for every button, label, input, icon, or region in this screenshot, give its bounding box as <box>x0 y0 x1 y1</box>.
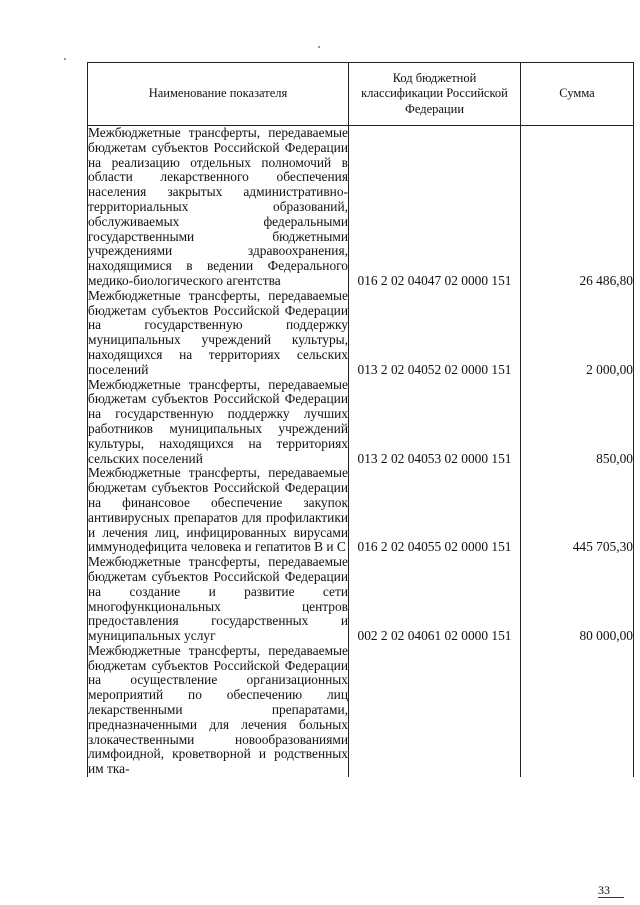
row-name: Межбюджетные трансферты, передаваемые бюджетам субъектов Российской Федерации на финансовое обеспечение закупок антивирусных препаратов для профилактики и лечения лиц, инфицированных вирусами иммунодефицита человека и гепатитов В и С <box>88 465 348 555</box>
table-row <box>88 378 634 467</box>
row-sum <box>521 644 634 777</box>
budget-table <box>87 62 634 777</box>
row-code: 013 2 02 04052 02 0000 151 <box>349 289 521 378</box>
row-sum: 2 000,00 <box>521 289 634 378</box>
header-name: Наименование показателя <box>88 63 349 126</box>
row-sum: 850,00 <box>521 378 634 467</box>
row-name: Межбюджетные трансферты, передаваемые бюджетам субъектов Российской Федерации на осуществление организационных мероприятий по обеспечению лиц лекарственными препаратами, предназначенными для лечения больных злокачественными новообразованиями лимфоидной, кроветворной и родственных им тка- <box>88 642 348 777</box>
header-sum: Сумма <box>521 63 634 126</box>
row-code: 013 2 02 04053 02 0000 151 <box>349 378 521 467</box>
row-name: Межбюджетные трансферты, передаваемые бюджетам субъектов Российской Федерации на реализацию отдельных полномочий в области лекарственного обеспечения населения закрытых административно-территориальных образований, обслуживаемых федеральными государственными бюджетными учреждениями здравоохранения, находящимися в ведении Федерального медико-биологического агентства <box>88 125 348 288</box>
scan-speck <box>318 46 320 48</box>
table-header-row <box>88 63 634 126</box>
table-row <box>88 289 634 378</box>
header-code: Код бюджетной классификации Российской Федерации <box>349 63 521 126</box>
row-name: Межбюджетные трансферты, передаваемые бюджетам субъектов Российской Федерации на государственную поддержку лучших работников муниципальных учреждений культуры, находящихся на территориях сельских поселений <box>88 376 348 466</box>
table-row <box>88 644 634 777</box>
row-sum: 80 000,00 <box>521 555 634 644</box>
table-row <box>88 126 634 289</box>
page-number: 33 <box>598 884 624 898</box>
table-row <box>88 466 634 555</box>
scan-speck <box>64 58 66 60</box>
row-name: Межбюджетные трансферты, передаваемые бюджетам субъектов Российской Федерации на создание и развитие сети многофункциональных центров предоставления государственных и муниципальных услуг <box>88 554 348 644</box>
row-sum: 26 486,80 <box>521 126 634 289</box>
table-row <box>88 555 634 644</box>
row-code: 016 2 02 04047 02 0000 151 <box>349 126 521 289</box>
row-name: Межбюджетные трансферты, передаваемые бюджетам субъектов Российской Федерации на государственную поддержку муниципальных учреждений культуры, находящихся на территориях сельских поселений <box>88 287 348 377</box>
row-code: 002 2 02 04061 02 0000 151 <box>349 555 521 644</box>
row-sum: 445 705,30 <box>521 466 634 555</box>
row-code: 016 2 02 04055 02 0000 151 <box>349 466 521 555</box>
row-code <box>349 644 521 777</box>
